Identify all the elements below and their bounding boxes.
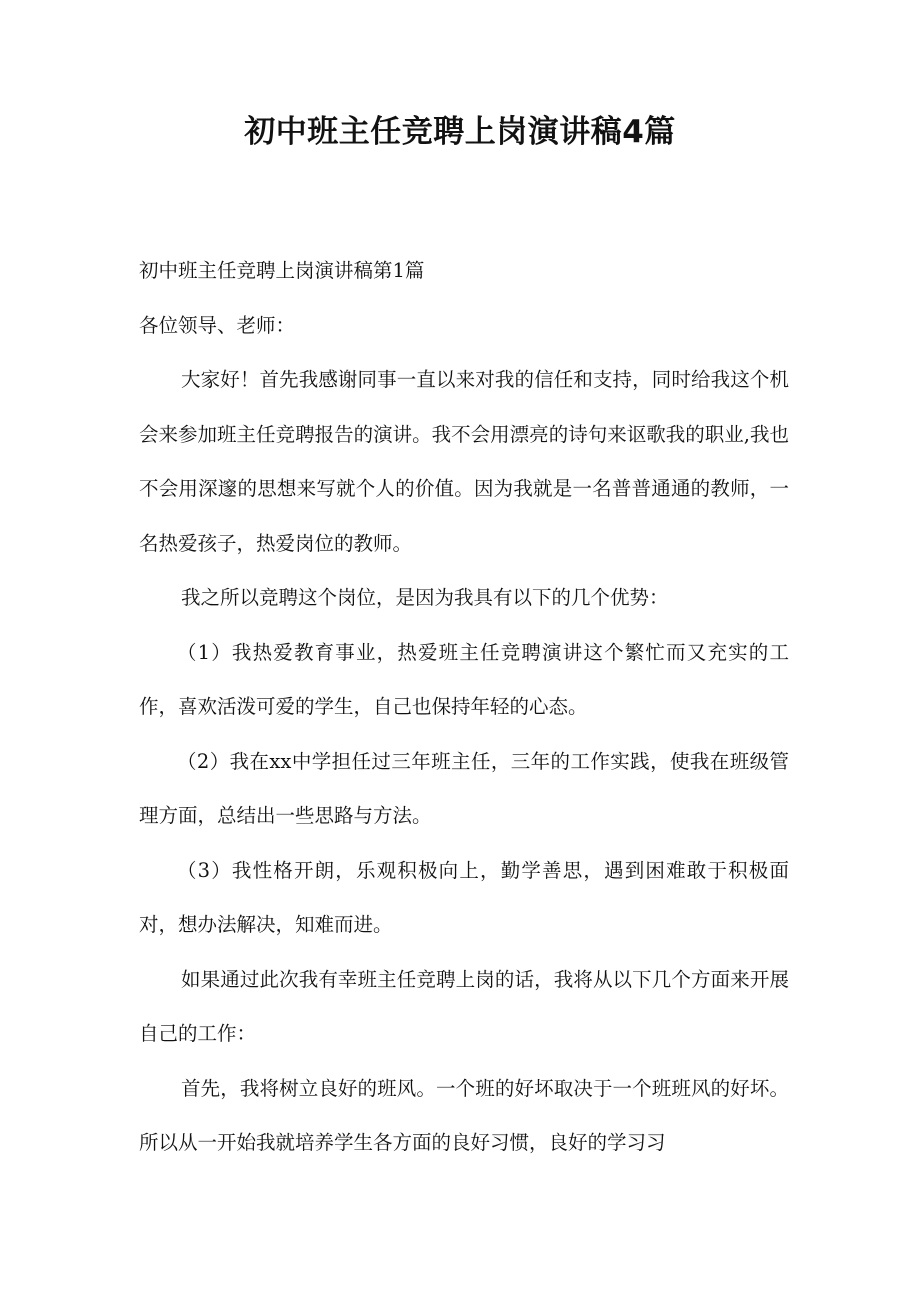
paragraph-first: 首先，我将树立良好的班风。一个班的好坏取决于一个班班风的好坏。所以从一开始我就培养学生各方面的良好习惯，良好的学习习 [139,1076,789,1154]
document-title: 初中班主任竞聘上岗演讲稿4篇 [244,114,676,150]
list-item-2: （2）我在xx中学担任过三年班主任，三年的工作实践，使我在班级管理方面，总结出一些思路与方法。 [139,749,789,827]
list-item-1: （1）我热爱教育事业，热爱班主任竞聘演讲这个繁忙而又充实的工作，喜欢活泼可爱的学生，自己也保持年轻的心态。 [139,640,789,718]
document-body [139,244,789,1171]
section-heading: 初中班主任竞聘上岗演讲稿第1篇 [139,259,425,282]
paragraph-advantages: 我之所以竞聘这个岗位，是因为我具有以下的几个优势： [181,586,669,609]
paragraph-plan: 如果通过此次我有幸班主任竞聘上岗的话，我将从以下几个方面来开展自己的工作： [139,967,789,1045]
salutation: 各位领导、老师： [139,313,296,337]
list-item-3: （3）我性格开朗，乐观积极向上，勤学善思，遇到困难敢于积极面对，想办法解决，知难而进。 [139,858,789,936]
paragraph-intro: 大家好！首先我感谢同事一直以来对我的信任和支持，同时给我这个机会来参加班主任竞聘报告的演讲。我不会用漂亮的诗句来讴歌我的职业,我也不会用深邃的思想来写就个人的价值。因为我就是一名普普通通的教师，一名热爱孩子，热爱岗位的教师。 [139,368,789,555]
